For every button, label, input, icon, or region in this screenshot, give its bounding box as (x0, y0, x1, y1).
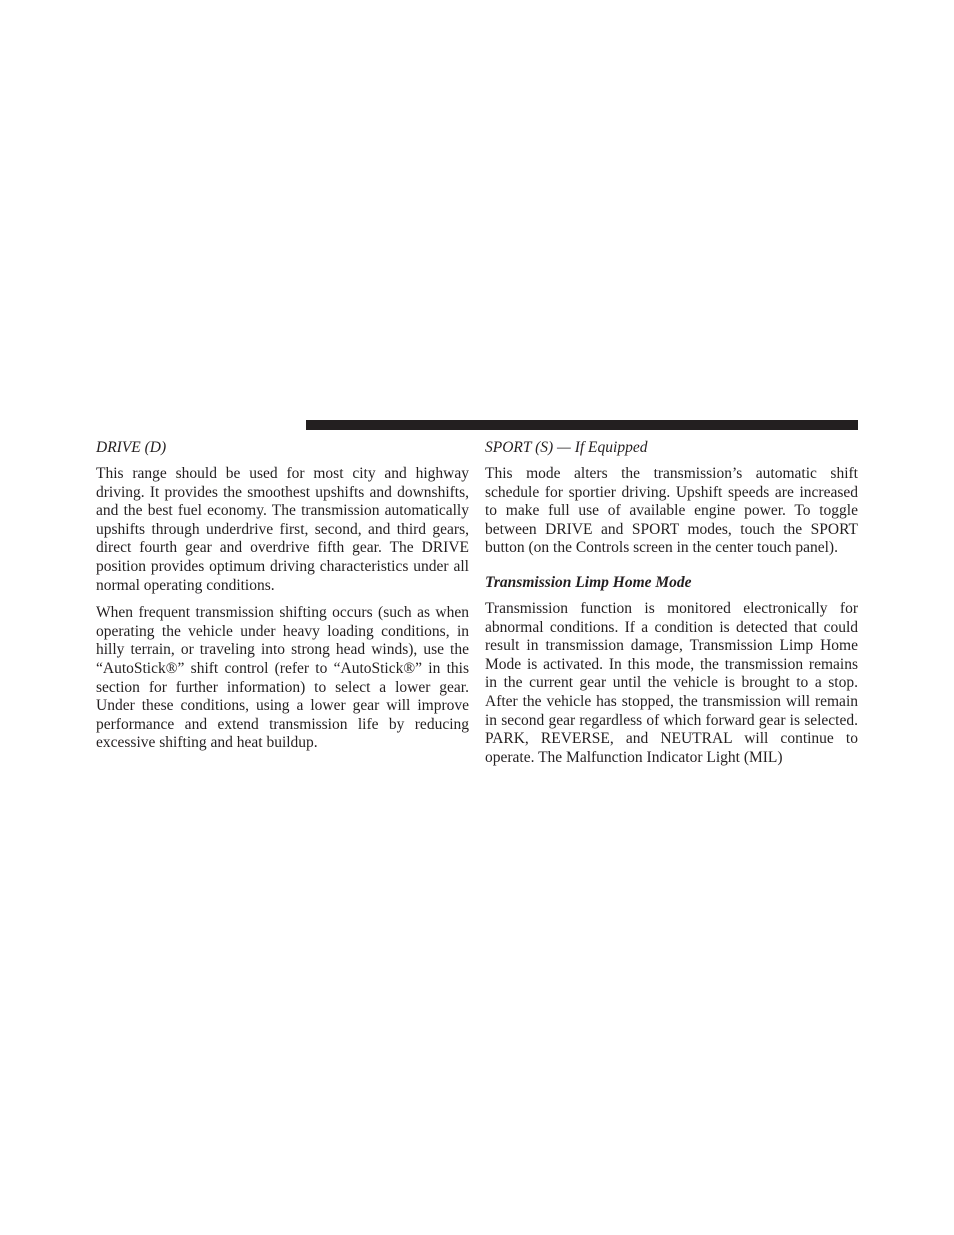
limp-home-paragraph: Transmission function is monitored electronically for abnormal conditions. If a condition is detected that could result in transmission damage, Transmission Limp Home Mode is activated. In this mode, the transmission remains in the current gear until the vehicle is brought to a stop. After the vehicle has stopped, the transmission will remain in second gear regardless of which forward gear is selected. PARK, REVERSE, and NEUTRAL will continue to operate. The Malfunction Indicator Light (MIL) (485, 599, 858, 766)
sport-heading: SPORT (S) — If Equipped (485, 439, 648, 456)
header-rule (306, 420, 858, 430)
limp-home-heading: Transmission Limp Home Mode (485, 573, 692, 591)
sport-paragraph: This mode alters the transmission’s automatic shift schedule for sportier driving. Upshift speeds are increased to make full use of available engine power. To toggle between DRIVE and SPORT modes, touch the SPORT button (on the Controls screen in the center touch panel). (485, 465, 858, 557)
drive-paragraph-2: When frequent transmission shifting occurs (such as when operating the vehicle under heavy loading conditions, in hilly terrain, or traveling into strong head winds), use the “AutoStick®” shift control (refer to “AutoStick®” in this section for further information) to select a lower gear. Under these conditions, using a lower gear will improve performance and extend transmission life by reducing excessive shifting and heat buildup. (96, 604, 469, 752)
drive-heading: DRIVE (D) (96, 439, 167, 456)
left-column (96, 438, 469, 762)
drive-paragraph-1: This range should be used for most city and highway driving. It provides the smoothest upshifts and downshifts, and the best fuel economy. The transmission automatically upshifts through underdrive first, second, and third gears, direct fourth gear and overdrive fifth gear. The DRIVE position provides optimum driving characteristics under all normal operating conditions. (96, 465, 469, 594)
right-column (485, 438, 858, 776)
